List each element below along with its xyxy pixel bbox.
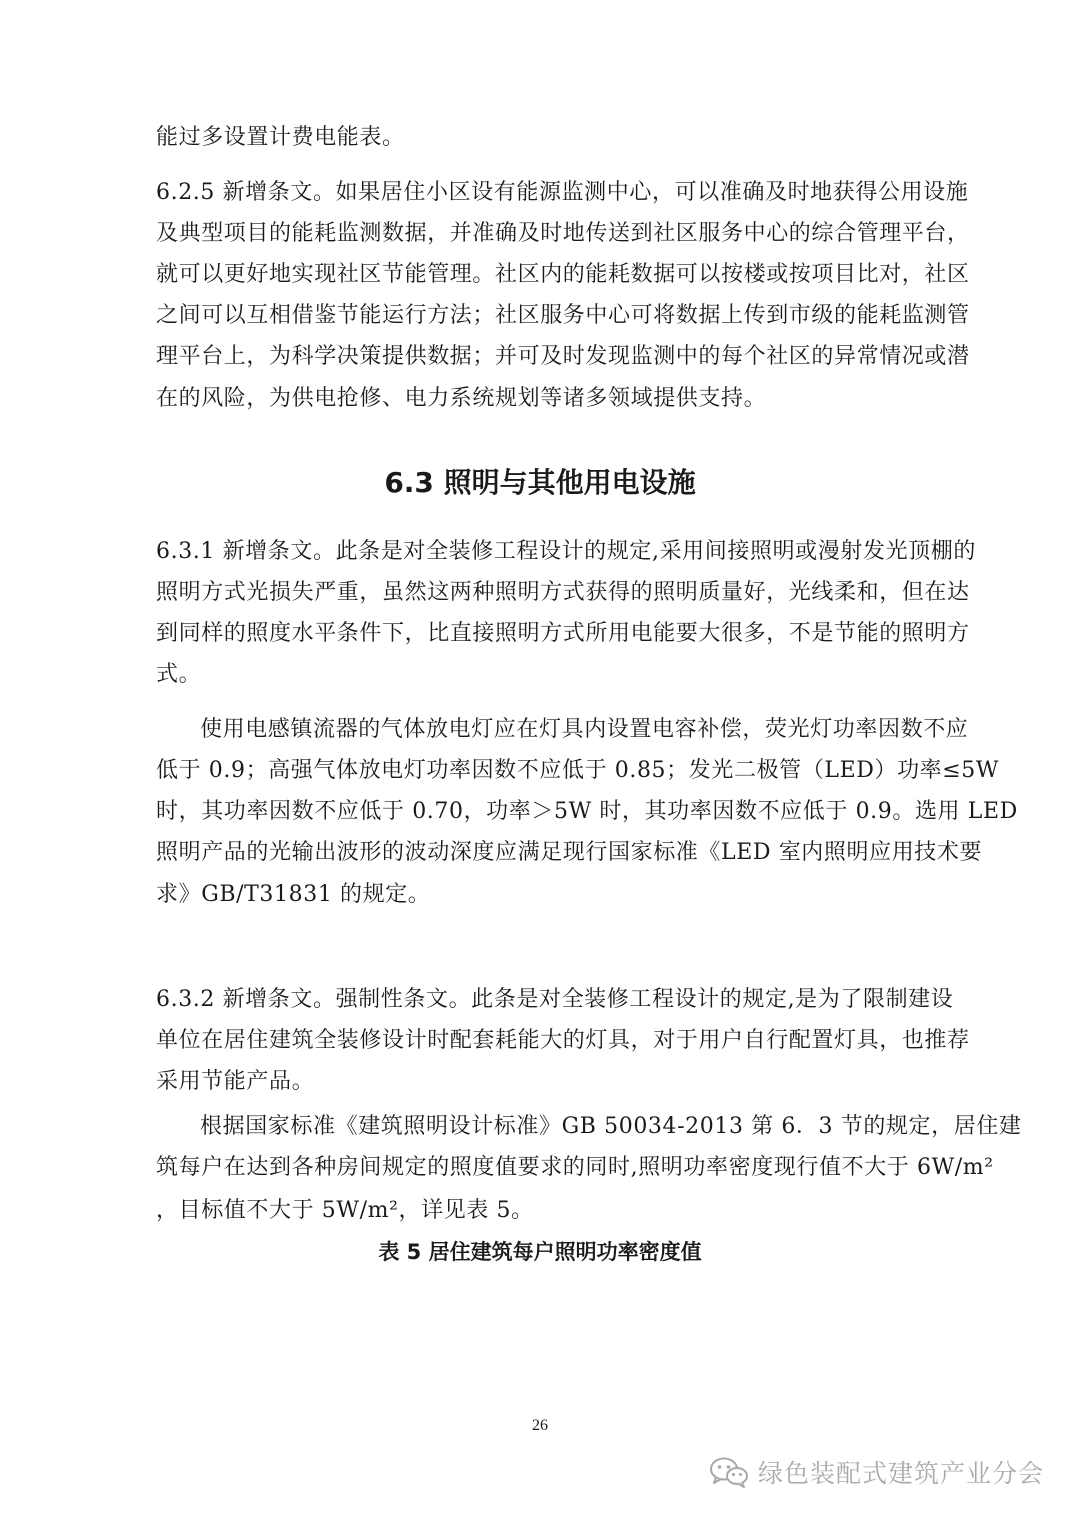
paragraph-line: 就可以更好地实现社区节能管理。社区内的能耗数据可以按楼或按项目比对，社区 <box>156 262 970 287</box>
paragraph-line: 时，其功率因数不应低于 0.70，功率＞5W 时，其功率因数不应低于 0.9。选用 LED <box>156 799 1018 824</box>
paragraph-line: 及典型项目的能耗监测数据，并准确及时地传送到社区服务中心的综合管理平台， <box>156 221 970 246</box>
watermark <box>708 1452 1044 1492</box>
paragraph-line: 低于 0.9；高强气体放电灯功率因数不应低于 0.85；发光二极管（LED）功率≤5W <box>156 758 1000 783</box>
paragraph-line: 6.2.5 新增条文。如果居住小区设有能源监测中心，可以准确及时地获得公用设施 <box>156 180 969 205</box>
paragraph-line: 采用节能产品。 <box>156 1069 315 1094</box>
paragraph-line: 筑每户在达到各种房间规定的照度值要求的同时,照明功率密度现行值不大于 6W/m² <box>156 1155 994 1180</box>
section-heading: 6.3 照明与其他用电设施 <box>384 466 696 499</box>
paragraph-line: 单位在居住建筑全装修设计时配套耗能大的灯具，对于用户自行配置灯具，也推荐 <box>156 1028 970 1053</box>
paragraph-line: 6.3.1 新增条文。此条是对全装修工程设计的规定,采用间接照明或漫射发光顶棚的 <box>156 539 976 564</box>
paragraph-line: 6.3.2 新增条文。强制性条文。此条是对全装修工程设计的规定,是为了限制建设 <box>156 987 954 1012</box>
paragraph-line: 照明产品的光输出波形的波动深度应满足现行国家标准《LED 室内照明应用技术要 <box>156 840 983 865</box>
paragraph-line: 求》GB/T31831 的规定。 <box>156 882 431 907</box>
paragraph-line: 根据国家标准《建筑照明设计标准》GB 50034-2013 第 6．3 节的规定，居住建 <box>200 1114 1022 1139</box>
paragraph-line: ，目标值不大于 5W/m²，详见表 5。 <box>156 1198 534 1223</box>
paragraph-line: 在的风险，为供电抢修、电力系统规划等诸多领域提供支持。 <box>156 386 767 411</box>
page-number: 26 <box>532 1417 548 1434</box>
table-caption: 表 5 居住建筑每户照明功率密度值 <box>378 1240 702 1264</box>
paragraph-line: 使用电感镇流器的气体放电灯应在灯具内设置电容补偿，荧光灯功率因数不应 <box>200 717 969 742</box>
wechat-icon <box>708 1455 750 1489</box>
paragraph-line: 之间可以互相借鉴节能运行方法；社区服务中心可将数据上传到市级的能耗监测管 <box>156 303 970 328</box>
paragraph-line: 照明方式光损失严重，虽然这两种照明方式获得的照明质量好，光线柔和，但在达 <box>156 580 970 605</box>
paragraph-line: 到同样的照度水平条件下，比直接照明方式所用电能要大很多，不是节能的照明方 <box>156 621 970 646</box>
watermark-text: 绿色装配式建筑产业分会 <box>757 1459 1044 1488</box>
paragraph-line: 式。 <box>156 662 202 687</box>
paragraph-line: 理平台上，为科学决策提供数据；并可及时发现监测中的每个社区的异常情况或潜 <box>156 344 970 369</box>
paragraph-line: 能过多设置计费电能表。 <box>156 125 405 150</box>
